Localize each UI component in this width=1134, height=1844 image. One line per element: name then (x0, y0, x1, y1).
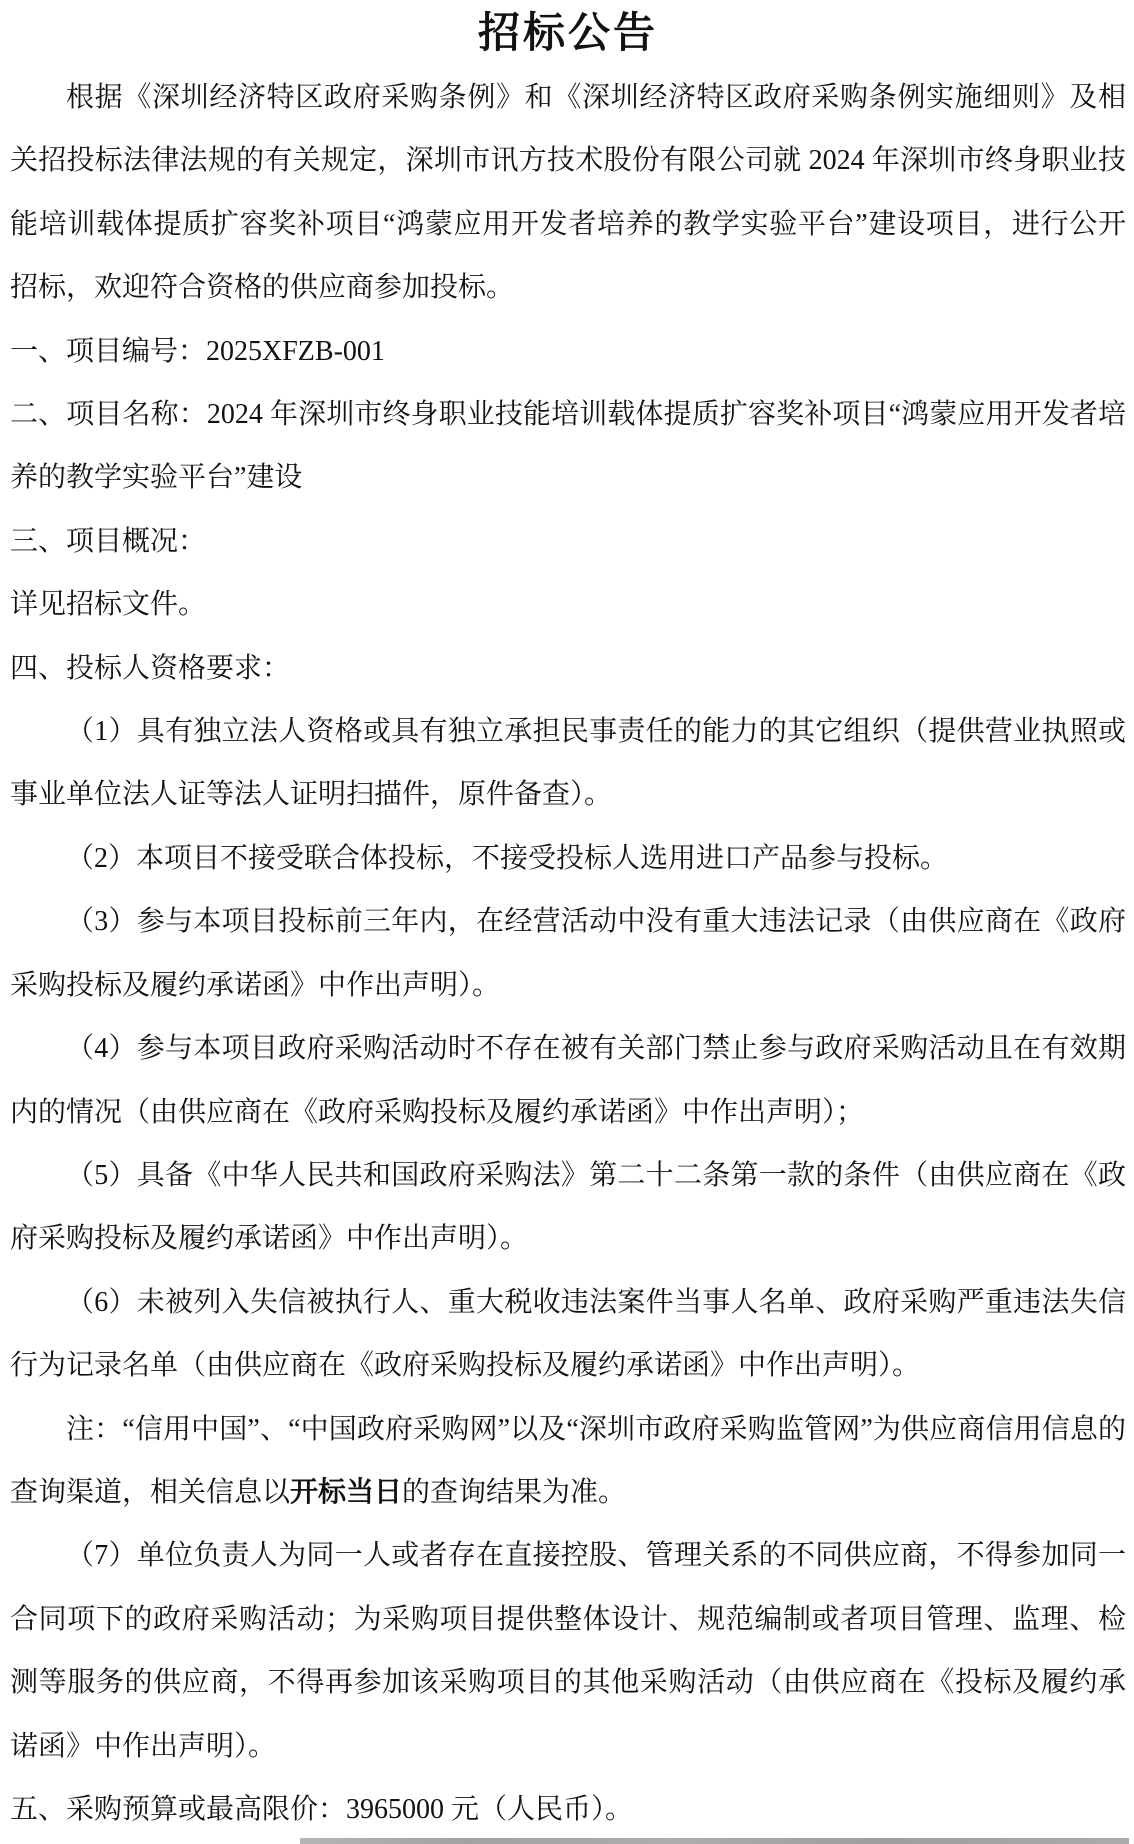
para-requirement-5: （5）具备《中华人民共和国政府采购法》第二十二条第一款的条件（由供应商在《政府采购投标及履约承诺函》中作出声明）。 (10, 1159, 1126, 1255)
credit-note-text-bold: 开标当日 (290, 1476, 403, 1508)
para-budget: 五、采购预算或最高限价：3965000 元（人民币）。 (10, 1793, 634, 1825)
para-requirement-4: （4）参与本项目政府采购活动时不存在被有关部门禁止参与政府采购活动且在有效期内的情况（由供应商在《政府采购投标及履约承诺函》中作出声明）； (10, 1033, 1126, 1128)
para-credit-note (10, 1398, 1126, 1525)
para-overview-heading: 三、项目概况： (10, 525, 207, 557)
credit-note-text-pre: 注：“信用中国”、“中国政府采购网”以及“深圳市政府采购监管网”为供应商信用信息的查询渠道，相关信息以 (10, 1413, 1126, 1508)
para-requirement-3: （3）参与本项目投标前三年内，在经营活动中没有重大违法记录（由供应商在《政府采购投标及履约承诺函》中作出声明）。 (10, 906, 1126, 1001)
para-intro: 根据《深圳经济特区政府采购条例》和《深圳经济特区政府采购条例实施细则》及相关招投标法律法规的有关规定，深圳市讯方技术股份有限公司就 2024 年深圳市终身职业技能培训载体提质扩容奖补项目“鸿蒙应用开发者培养的教学实验平台”建设项目，进行公开招标，欢迎符合资格的供应商参加投标。 (10, 82, 1126, 304)
page-title: 招标公告 (477, 11, 658, 57)
credit-note-text-post: 的查询结果为准。 (402, 1476, 627, 1508)
para-overview-detail: 详见招标文件。 (10, 589, 207, 621)
para-requirement-1: （1）具有独立法人资格或具有独立承担民事责任的能力的其它组织（提供营业执照或事业单位法人证等法人证明扫描件，原件备查）。 (10, 716, 1126, 811)
para-project-number: 一、项目编号：2025XFZB-001 (10, 335, 385, 367)
para-project-name: 二、项目名称：2024 年深圳市终身职业技能培训载体提质扩容奖补项目“鸿蒙应用开发者培养的教学实验平台”建设 (10, 399, 1126, 494)
para-requirement-2: （2）本项目不接受联合体投标，不接受投标人选用进口产品参与投标。 (66, 842, 949, 874)
para-requirement-6: （6）未被列入失信被执行人、重大税收违法案件当事人名单、政府采购严重违法失信行为记录名单（由供应商在《政府采购投标及履约承诺函》中作出声明）。 (10, 1286, 1126, 1382)
para-requirement-7: （7）单位负责人为同一人或者存在直接控股、管理关系的不同供应商，不得参加同一合同项下的政府采购活动；为采购项目提供整体设计、规范编制或者项目管理、监理、检测等服务的供应商，不得再参加该采购项目的其他采购活动（由供应商在《投标及履约承诺函》中作出声明）。 (10, 1540, 1126, 1762)
cutoff-next-line-fragment (300, 1838, 1129, 1844)
para-qualification-heading: 四、投标人资格要求： (10, 652, 291, 684)
